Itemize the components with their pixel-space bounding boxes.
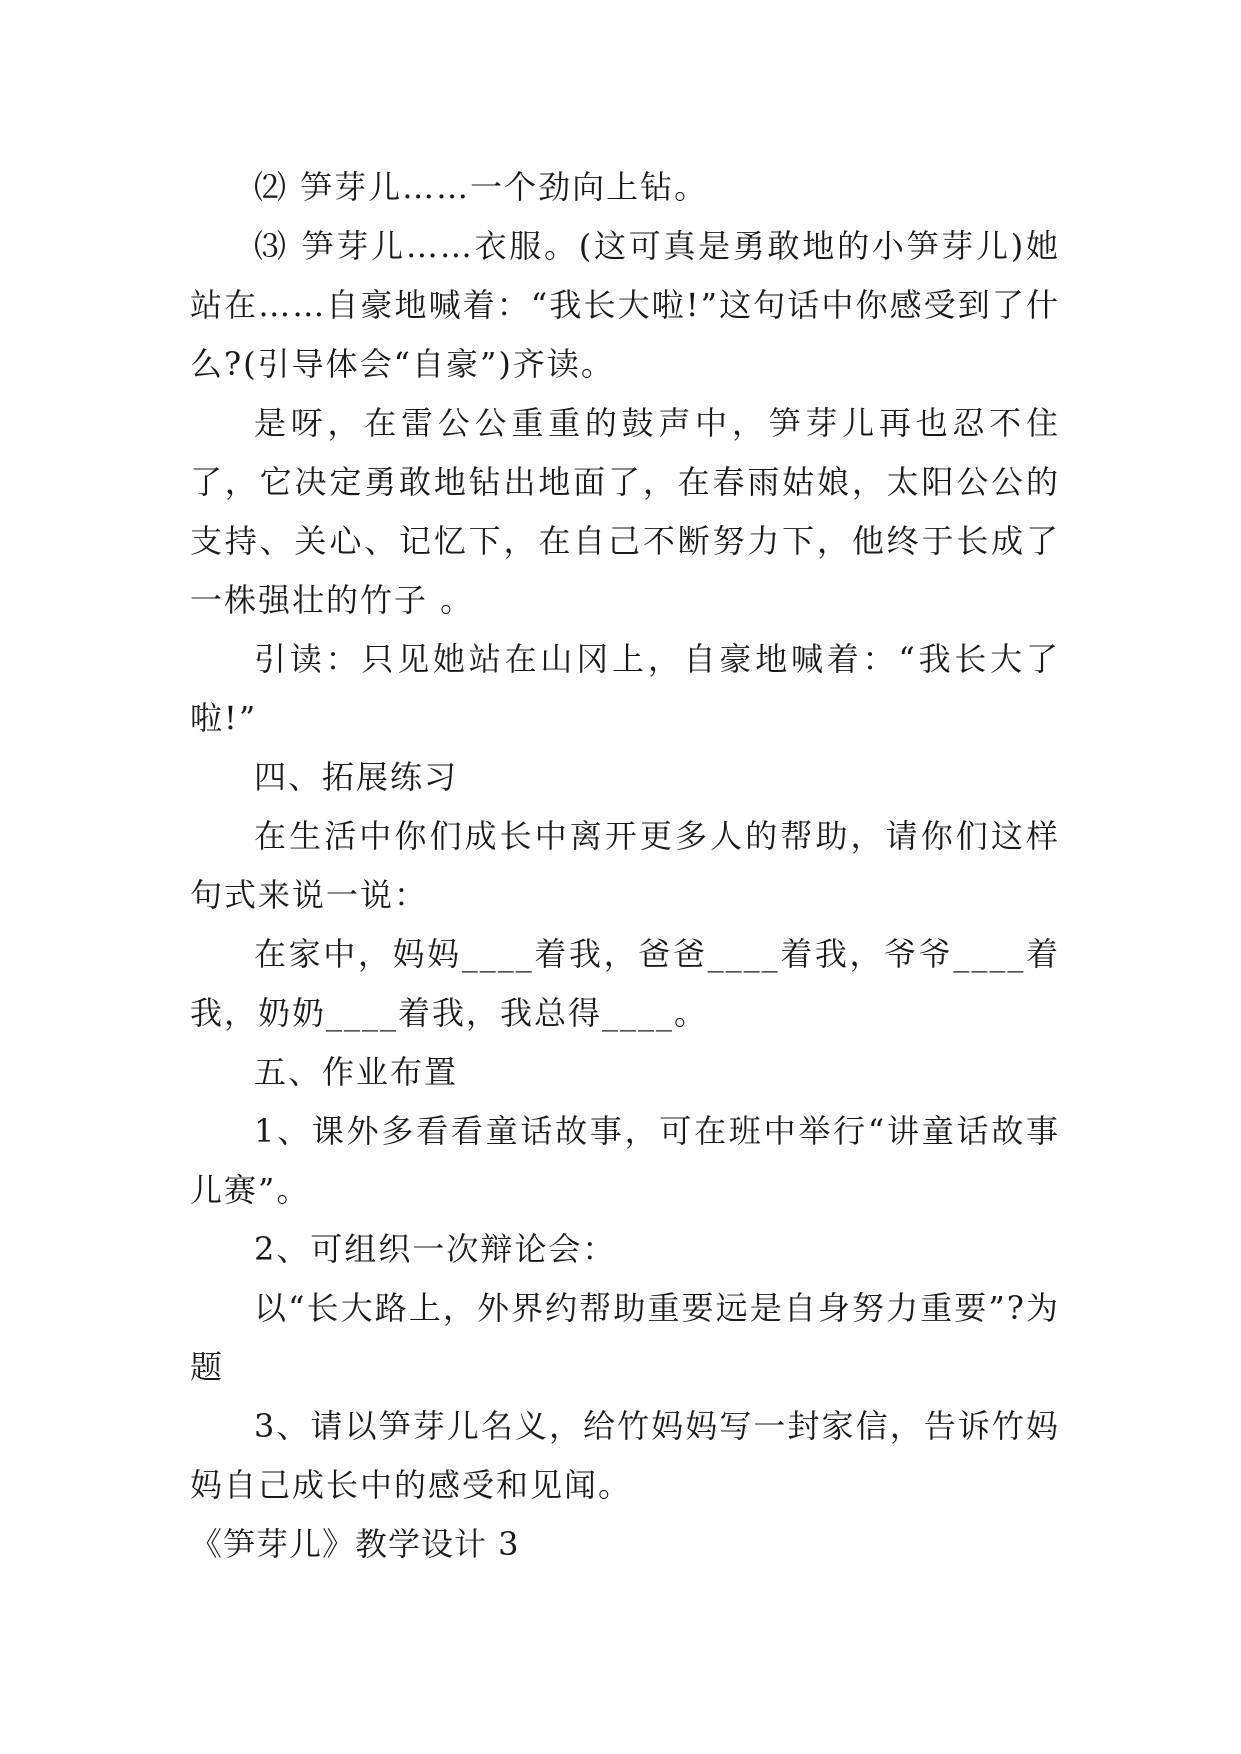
- paragraph-summary: 是呀，在雷公公重重的鼓声中，笋芽儿再也忍不住了，它决定勇敢地钻出地面了，在春雨姑娘，太阳公公的支持、关心、记忆下，在自己不断努力下，他终于长成了一株强壮的竹子 。: [190, 404, 1060, 619]
- homework-item-1: 1、课外多看看童话故事，可在班中举行“讲童话故事儿赛”。: [190, 1112, 1060, 1209]
- document-body: [190, 158, 1060, 1574]
- paragraph-guided-reading: 引读：只见她站在山冈上，自豪地喊着：“我长大了啦!”: [190, 640, 1060, 737]
- paragraph-step-3: ⑶ 笋芽儿……衣服。(这可真是勇敢地的小笋芽儿)她站在……自豪地喊着：“我长大啦!”这句话中你感受到了什么?(引导体会“自豪”)齐读。: [190, 227, 1060, 383]
- paragraph-fill-in-blanks: 在家中，妈妈____着我，爸爸____着我，爷爷____着我，奶奶____着我，我总得____。: [190, 935, 1060, 1032]
- paragraph-step-2: ⑵ 笋芽儿……一个劲向上钻。: [254, 168, 709, 206]
- paragraph-extension-prompt: 在生活中你们成长中离开更多人的帮助，请你们这样句式来说一说：: [190, 817, 1060, 914]
- section-title: 《笋芽儿》教学设计 3: [190, 1525, 520, 1563]
- homework-item-2: 2、可组织一次辩论会：: [254, 1230, 617, 1268]
- heading-extension-practice: 四、拓展练习: [254, 758, 459, 796]
- homework-item-3: 3、请以笋芽儿名义，给竹妈妈写一封家信，告诉竹妈妈自己成长中的感受和见闻。: [190, 1407, 1060, 1504]
- heading-homework: 五、作业布置: [254, 1053, 459, 1091]
- homework-item-2-topic: 以“长大路上，外界约帮助重要远是自身努力重要”?为题: [190, 1289, 1060, 1386]
